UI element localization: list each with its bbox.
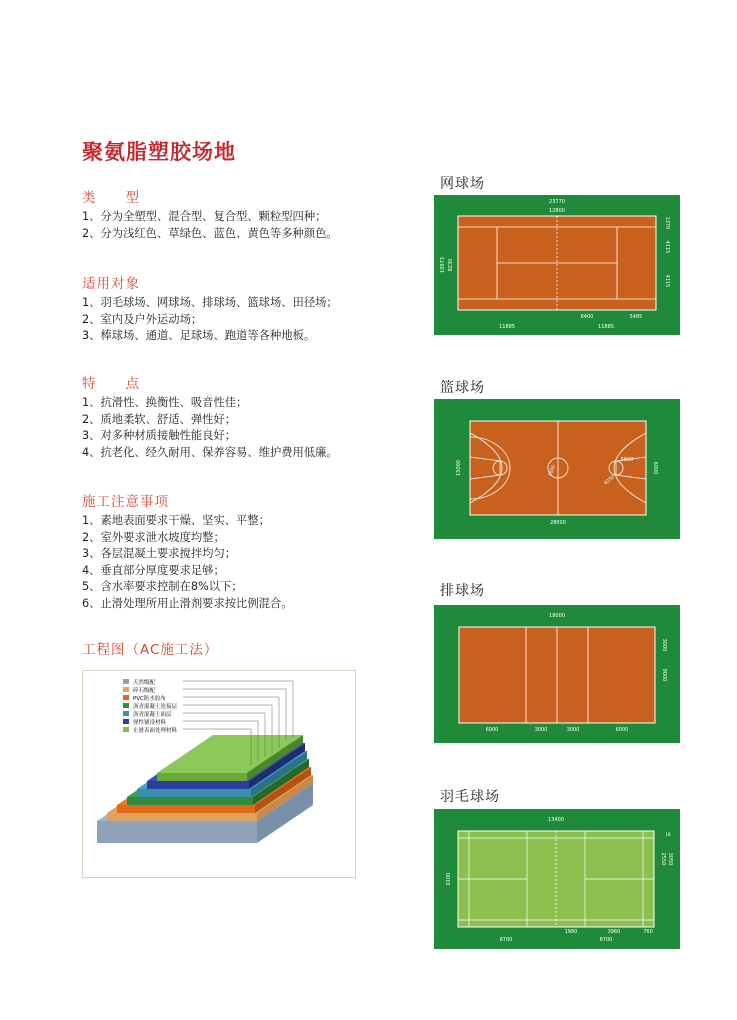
badminton-court-svg: [434, 809, 680, 949]
legend-swatch: [123, 727, 129, 732]
volleyball-court: [434, 605, 680, 743]
dim-label: 8230: [448, 258, 454, 272]
section-line: 1、抗滑性、换衡性、吸音性佳；: [82, 396, 248, 409]
section-line: 1、羽毛球场、网球场、排球场、篮球场、田径场；: [82, 296, 338, 309]
dim-label: 6400: [580, 314, 594, 320]
section-line: 2、质地柔软、舒适、弹性好；: [82, 412, 237, 426]
section-line: 5、含水率要求控制在8%以下；: [82, 580, 243, 593]
section-heading: 适用对象: [82, 276, 140, 292]
legend-swatch: [123, 695, 129, 700]
legend-label: 沥青混凝土面层: [133, 712, 172, 718]
layer-asphalt-surface-front: [137, 789, 251, 797]
court-label-badminton: 羽毛球场: [440, 789, 500, 805]
court-label-tennis: 网球场: [440, 176, 485, 192]
dim-label: 23770: [549, 199, 565, 205]
section-heading: 施工注意事项: [82, 494, 169, 510]
legend-label: 天然级配: [133, 680, 156, 686]
layer-elastic-front: [147, 781, 249, 789]
section-engineering: [82, 638, 402, 661]
layer-stack-illustration: [83, 671, 355, 877]
legend-swatch: [123, 679, 129, 684]
legend-label: 沥青混凝土连接层: [133, 704, 178, 710]
dim-label: 1370: [664, 216, 670, 230]
section-line: 2、分为浅红色、草绿色、蓝色、黄色等多种颜色。: [82, 226, 338, 240]
section-heading: 工程图（AC施工法）: [82, 642, 219, 658]
layer-pvc-front: [117, 805, 255, 813]
dim-label: 3000: [661, 638, 667, 652]
dim-label: 11885: [598, 324, 614, 330]
legend-swatch: [123, 687, 129, 692]
basketball-court-svg: [434, 399, 680, 539]
section-line: 4、垂直部分厚度要求足够；: [82, 563, 225, 577]
dim-label: 5485: [629, 314, 643, 320]
section-line: 3、棒球场、通道、足球场、跑道等各种地板。: [82, 329, 316, 342]
badminton-court: [434, 809, 680, 949]
dim-label: 3000: [566, 727, 580, 733]
section-line: 1、素地表面要求干燥、坚实、平整；: [82, 514, 270, 527]
section-line: 2、室内及户外运动场；: [82, 312, 203, 326]
legend-leader: [183, 681, 293, 737]
section-construction-notes: [82, 490, 402, 612]
dim-label: 1800: [548, 464, 557, 478]
dim-label: 6700: [499, 937, 513, 943]
dim-label: 3050: [667, 852, 673, 866]
dim-label: 4115: [664, 240, 670, 254]
layer-diagram: [82, 670, 356, 878]
dim-label: 3000: [534, 727, 548, 733]
tennis-court: [434, 195, 680, 335]
dim-label: 3960: [607, 929, 621, 935]
dim-label: 4115: [664, 274, 670, 288]
section-features: [82, 372, 402, 461]
section-line: 1、分为全塑型、混合型、复合型、颗粒型四种；: [82, 210, 327, 223]
section-line: 3、各层混凝土要求搅拌均匀；: [82, 547, 237, 560]
dim-label: 1980: [564, 929, 578, 935]
layer-gravel-front: [107, 813, 257, 821]
dim-label: 18: [665, 832, 671, 837]
section-line: 4、抗老化、经久耐用、保养容易、维护费用低廉。: [82, 445, 338, 459]
dim-label: 11885: [499, 324, 515, 330]
section-type: [82, 186, 402, 242]
volleyball-court-svg: [434, 605, 680, 743]
legend-swatch: [123, 711, 129, 716]
section-applicable: [82, 272, 402, 345]
dim-label: 2550: [660, 852, 666, 866]
legend-label: 止滑表面处理材料: [133, 728, 178, 734]
dim-label: 15000: [456, 460, 462, 476]
dim-label: 18000: [549, 613, 565, 619]
section-line: 2、室外要求泄水坡度均整；: [82, 530, 225, 544]
dim-label: 13400: [548, 817, 564, 823]
court-label-basketball: 篮球场: [440, 380, 485, 396]
legend-label: 弹性铺设材料: [133, 720, 167, 726]
basketball-court: [434, 399, 680, 539]
dim-label: 6100: [446, 872, 452, 886]
page-title: 聚氨脂塑胶场地: [82, 140, 236, 164]
layer-antislip-front: [157, 773, 247, 781]
dim-label: 5800: [620, 457, 634, 463]
dim-label: 760: [643, 929, 653, 935]
layer-base-front: [97, 821, 257, 843]
legend-swatch: [123, 703, 129, 708]
legend-label: PVC防水胶布: [133, 696, 166, 702]
dim-label: 9000: [661, 668, 667, 682]
court-label-volleyball: 排球场: [440, 583, 485, 599]
dim-label: 6700: [599, 937, 613, 943]
tennis-court-svg: [434, 195, 680, 335]
dim-label: 6000: [485, 727, 499, 733]
dim-label: 6000: [652, 461, 658, 475]
dim-label: 6000: [615, 727, 629, 733]
legend-swatch: [123, 719, 129, 724]
section-line: 6、止滑处理所用止滑剂要求按比例混合。: [82, 596, 293, 610]
layer-asphalt-connect-front: [127, 797, 253, 805]
section-heading: 类 型: [82, 190, 140, 206]
legend-label: 碎石级配: [133, 688, 156, 694]
dim-label: 6250: [603, 475, 616, 487]
section-line: 3、对多种材质接触性能良好；: [82, 429, 237, 442]
dim-label: 28000: [550, 520, 566, 526]
dim-label: 12800: [549, 208, 565, 214]
section-heading: 特 点: [82, 376, 140, 392]
dim-label: 10973: [440, 257, 446, 273]
